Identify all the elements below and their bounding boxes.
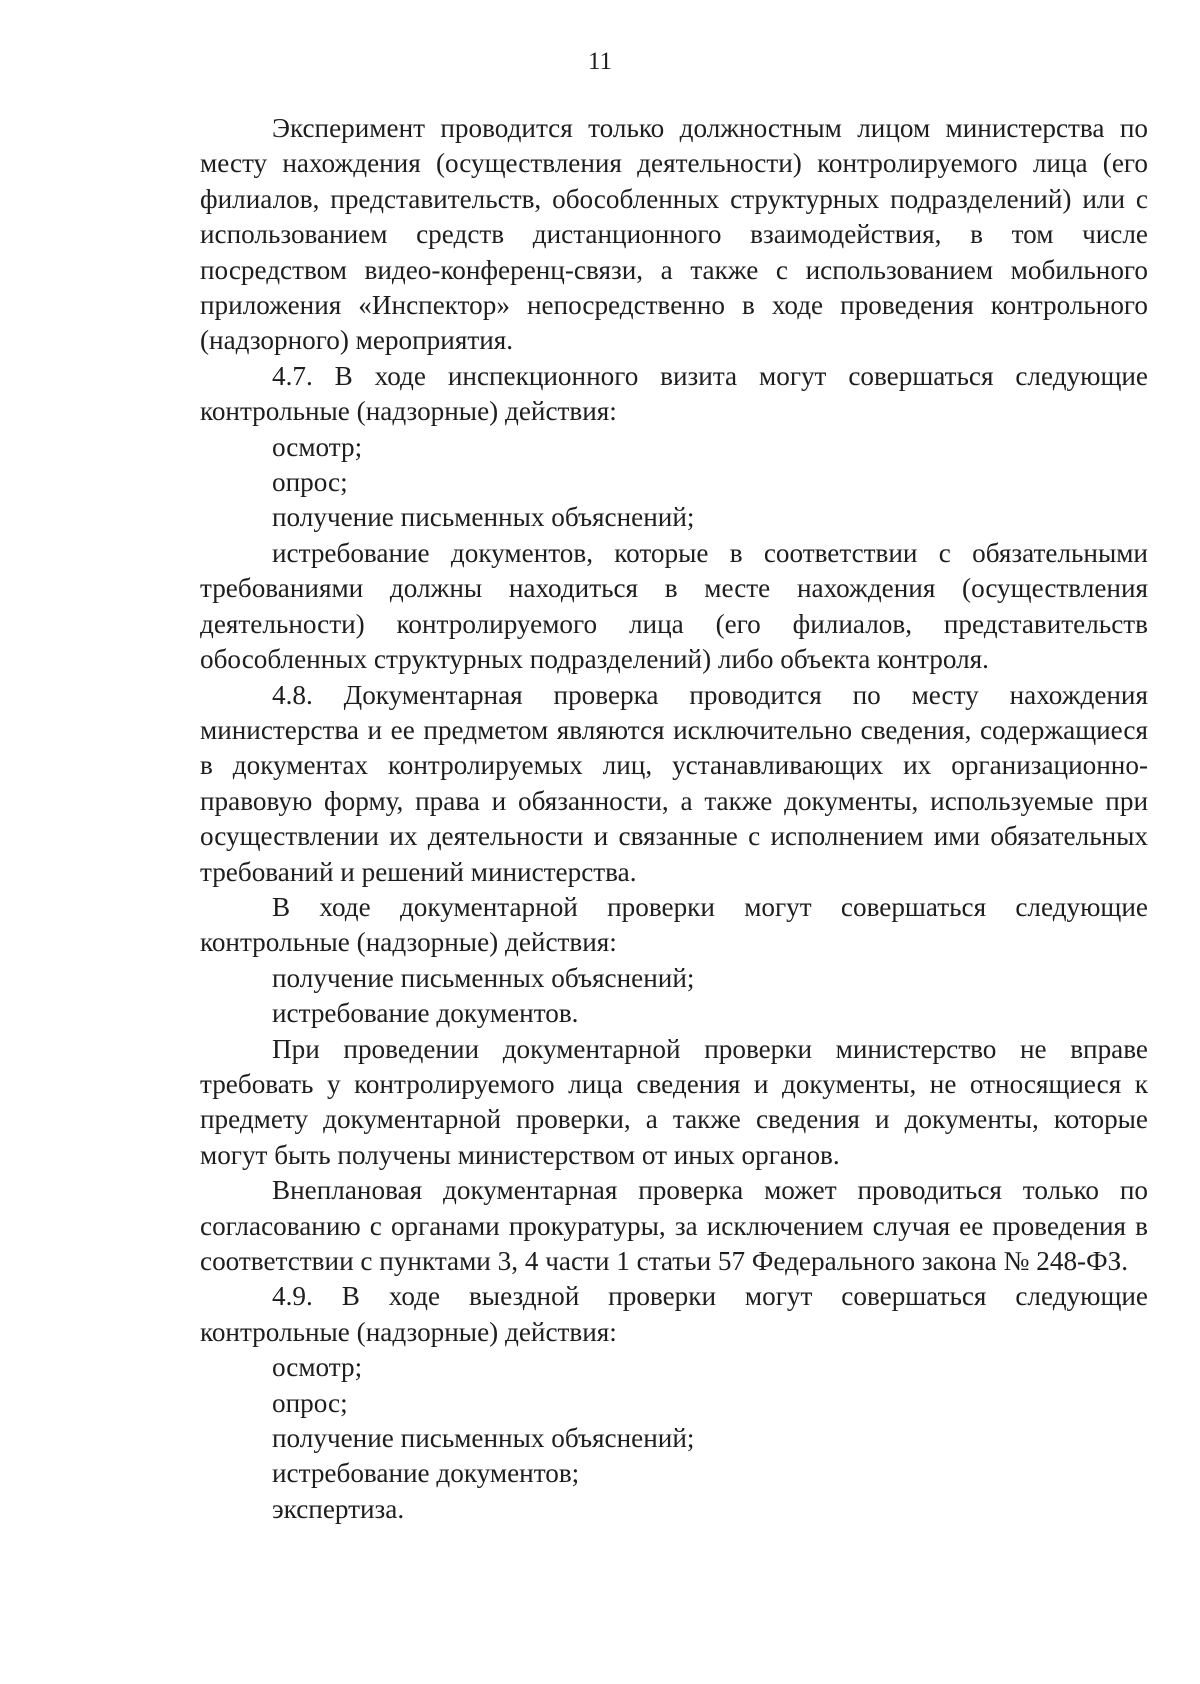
document-body xyxy=(200,111,1148,1527)
page-number: 11 xyxy=(587,48,613,75)
list-item: истребование документов. xyxy=(272,998,579,1029)
list-item: экспертиза. xyxy=(272,1493,405,1524)
paragraph: В ходе документарной проверки могут совершаться следующие контрольные (надзорные) действия: xyxy=(200,891,1148,958)
paragraph: 4.9. В ходе выездной проверки могут совершаться следующие контрольные (надзорные) действия: xyxy=(200,1281,1148,1347)
list-item: получение письменных объяснений; xyxy=(272,1423,695,1454)
paragraph: истребование документов, которые в соответствии с обязательными требованиями должны находиться в месте нахождения (осуществления деятельности) контролируемого лица (его филиалов, представительств обособленных структурных подразделений) либо объекта контроля. xyxy=(200,537,1148,675)
list-item: получение письменных объяснений; xyxy=(272,502,695,533)
list-item: осмотр; xyxy=(272,1352,363,1383)
list-item: опрос; xyxy=(272,467,348,498)
list-item: истребование документов; xyxy=(272,1458,580,1489)
list-item: опрос; xyxy=(272,1387,348,1418)
paragraph: 4.8. Документарная проверка проводится по месту нахождения министерства и ее предметом являются исключительно сведения, содержащиеся в документах контролируемых лиц, устанавливающих их организационно-правовую форму, права и обязанности, а также документы, используемые при осуществлении их деятельности и связанные с исполнением ими обязательных требований и решений министерства. xyxy=(200,679,1148,887)
list-item: получение письменных объяснений; xyxy=(272,962,695,993)
paragraph: 4.7. В ходе инспекционного визита могут совершаться следующие контрольные (надзорные) действия: xyxy=(200,360,1148,427)
paragraph: Внеплановая документарная проверка может проводиться только по согласованию с органами прокуратуры, за исключением случая ее проведения в соответствии с пунктами 3, 4 части 1 статьи 57 Федерального закона № 248-ФЗ. xyxy=(200,1175,1148,1276)
list-item: осмотр; xyxy=(272,431,363,462)
paragraph: При проведении документарной проверки министерство не вправе требовать у контролируемого лица сведения и документы, не относящиеся к предмету документарной проверки, а также сведения и документы, которые могут быть получены министерством от иных органов. xyxy=(200,1033,1148,1170)
paragraph: Эксперимент проводится только должностным лицом министерства по месту нахождения (осуществления деятельности) контролируемого лица (его филиалов, представительств, обособленных структурных подразделений) или с использованием средств дистанционного взаимодействия, в том числе посредством видео-конференц-связи, а также с использованием мобильного приложения «Инспектор» непосредственно в ходе проведения контрольного (надзорного) мероприятия. xyxy=(200,113,1148,356)
